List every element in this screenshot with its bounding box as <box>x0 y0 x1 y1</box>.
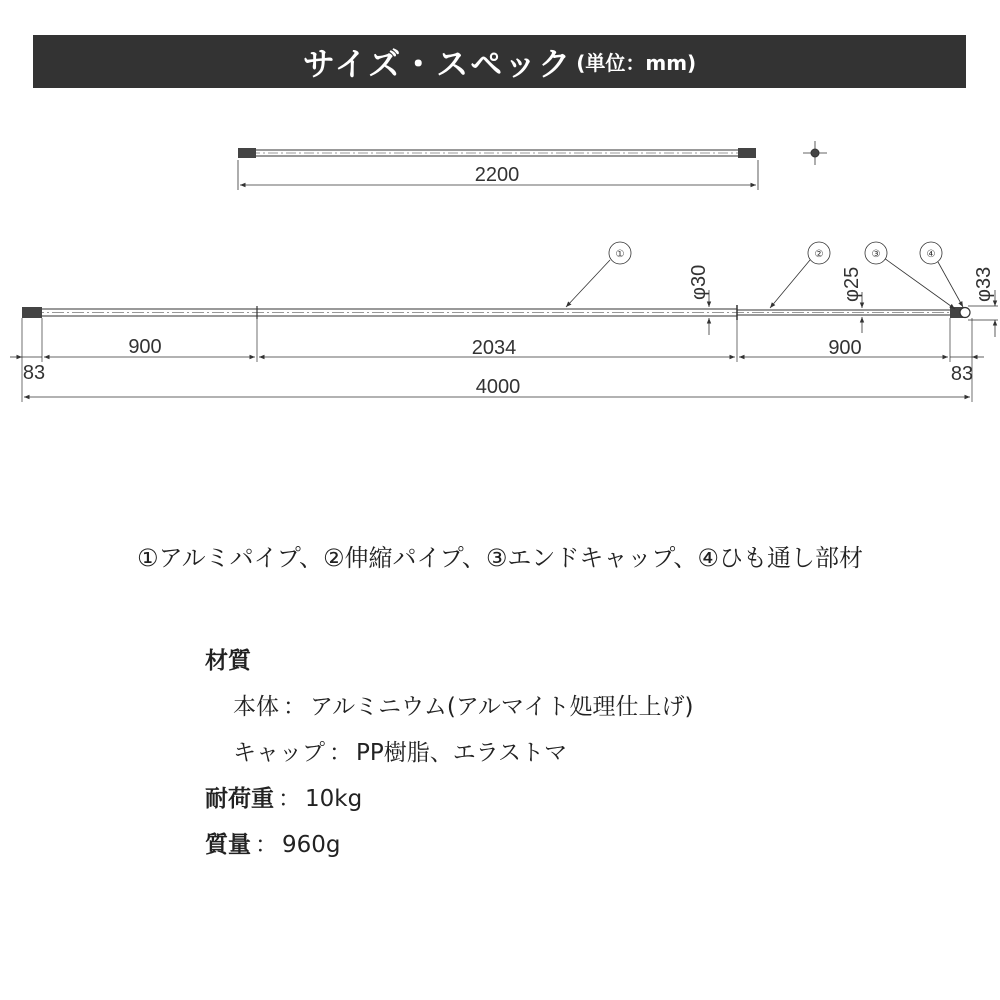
dim-total-label: 4000 <box>475 376 521 398</box>
dim-right-pipe-label: 900 <box>828 337 862 359</box>
callout-2-label: ② <box>814 249 824 260</box>
spec-weight-value: 960g <box>282 832 341 858</box>
spec-material-label: 材質 <box>205 648 251 674</box>
spec-load <box>205 782 693 828</box>
dim-right-end-label: 83 <box>950 363 974 385</box>
dim-2200-label: 2200 <box>474 164 520 186</box>
callout-1-label: ① <box>615 249 625 260</box>
spec-material-heading <box>205 644 693 690</box>
spec-separator: ： <box>255 832 278 858</box>
spec-separator: ： <box>283 694 306 720</box>
spec-weight-label: 質量 <box>205 832 251 858</box>
spec-material-cap <box>205 736 693 782</box>
header-unit: (単位：mm) <box>576 51 697 75</box>
parts-legend: ①アルミパイプ、②伸縮パイプ、③エンドキャップ、④ひも通し部材 <box>137 544 863 572</box>
collapsed-pipe <box>238 148 756 158</box>
spec-cap-value: PP樹脂、エラストマ <box>356 740 568 766</box>
diameter-25-label: φ25 <box>841 266 863 302</box>
callout-3-label: ③ <box>871 249 881 260</box>
spec-list <box>205 644 693 874</box>
diameter-33-label: φ33 <box>973 266 995 302</box>
spec-weight <box>205 828 693 874</box>
dim-left-pipe-label: 900 <box>128 336 162 358</box>
collapsed-end-view <box>803 141 827 165</box>
spec-separator: ： <box>278 786 301 812</box>
spec-material-body <box>205 690 693 736</box>
spec-cap-label: キャップ <box>233 740 325 766</box>
spec-body-value: アルミニウム(アルマイト処理仕上げ) <box>310 694 694 720</box>
extended-pipe <box>22 305 970 320</box>
diameter-30-label: φ30 <box>688 264 710 300</box>
spec-load-value: 10kg <box>305 786 363 812</box>
spec-body-label: 本体 <box>233 694 279 720</box>
callout-4-label: ④ <box>926 249 936 260</box>
dim-middle-label: 2034 <box>471 337 517 359</box>
dim-left-end-label: 83 <box>22 362 46 384</box>
header-title: サイズ・スペック <box>302 44 573 83</box>
spec-load-label: 耐荷重 <box>205 786 274 812</box>
spec-separator: ： <box>329 740 352 766</box>
